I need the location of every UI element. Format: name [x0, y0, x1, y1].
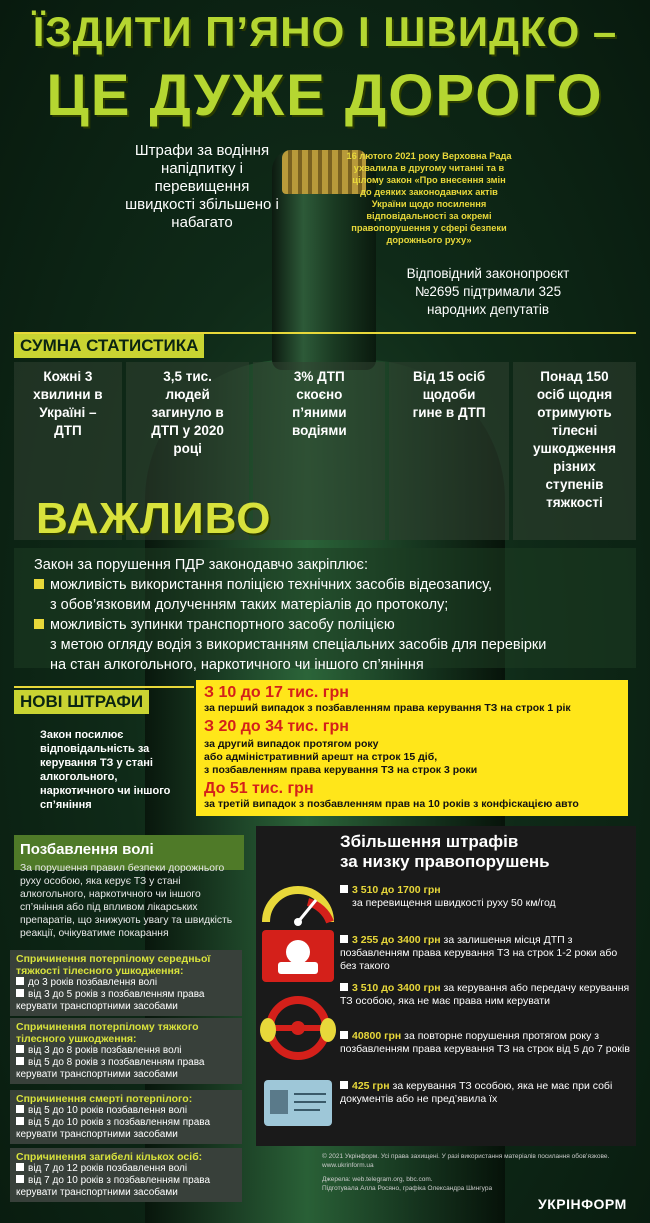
bullet-icon [34, 579, 44, 589]
increase-item: 40800 грн за повторне порушення протягом року з позбавленням права керування ТЗ на строк від 5 до 7 років [340, 1030, 630, 1055]
increase-item: 425 грн за керування ТЗ особою, яка не має при собі документів або не пред’явила їх [340, 1080, 613, 1105]
law-note: 16 лютого 2021 року Верховна Рада ухвалила в другому читанні та в цілому закон «Про внесення змін до деяких законодавчих актів України щодо посилення відповідальності за окремі правопорушення у сфері безпеки дорожнього руху» [346, 151, 512, 245]
increase-item: 3 510 до 1700 грн за перевищення швидкості руху 50 км/год [340, 884, 630, 910]
license-card-icon [262, 1078, 334, 1130]
increase-item: 3 255 до 3400 грн за залишення місця ДТП з позбавленням права керування ТЗ на строк 1-2 роки або без такого [340, 934, 618, 972]
important-bullet-2-cont: з метою огляду водія з використанням спеціальних засобів для перевірки [50, 637, 547, 653]
bullet-icon [16, 1057, 24, 1065]
bill-note: Відповідний законопроєкт №2695 підтримали 325 народних депутатів [406, 266, 570, 317]
bullet-icon [34, 619, 44, 629]
divider [14, 686, 194, 688]
deprivation-text: За порушення правил безпеки дорожнього руху особою, яка керує ТЗ у стані алкогольного, наркотичного чи іншого сп’яніння або під впливом лікарських препаратів, що знижують увагу та швидкість реакції, очікуватиме покарання [20, 863, 233, 939]
important-bullet-1: можливість використання поліцією технічних засобів відеозапису, [34, 575, 634, 595]
bullet-icon [16, 1045, 24, 1053]
important-bullet-2-cont: на стан алкогольного, наркотичного чи іншого сп’яніння [50, 657, 424, 673]
crash-icon [260, 928, 336, 984]
penalty-block-2: Спричинення потерпілому тяжкого тілесного ушкодження: від 3 до 8 років позбавлення волі від 5 до 8 років з позбавленням права керувати транспортними засобами [10, 1018, 242, 1084]
fines-intro: Закон посилює відповідальність за керування ТЗ у стані алкогольного, наркотичного чи іншого сп’яніння [40, 729, 171, 811]
ukrinform-logo: УКРІНФОРМ [538, 1196, 627, 1212]
penalty-block-4: Спричинення загибелі кількох осіб: від 7 до 12 років позбавлення волі від 7 до 10 років з позбавленням права керувати транспортними засобами [10, 1148, 242, 1202]
fine-2-desc: за другий випадок протягом року або адміністративний арешт на строк 15 діб, з позбавленням права керування ТЗ на строк 3 роки [204, 738, 478, 776]
headline-line-1: ЇЗДИТИ П’ЯНО І ШВИДКО – [32, 8, 618, 55]
important-list [34, 555, 634, 675]
headline-line-2: ЦЕ ДУЖЕ ДОРОГО [46, 63, 604, 128]
deprivation-title: Позбавлення волі [14, 835, 244, 870]
penalty-block-1: Спричинення потерпілому середньої тяжкості тілесного ушкодження: до 3 років позбавлення волі від 3 до 5 років з позбавленням права керувати транспортними засобами [10, 950, 242, 1016]
bullet-icon [16, 989, 24, 997]
important-bullet-2: можливість зупинки транспортного засобу поліцією [34, 615, 634, 635]
bullet-icon [340, 935, 348, 943]
bullet-icon [340, 1031, 348, 1039]
bullet-icon [16, 1117, 24, 1125]
bullet-icon [16, 1175, 24, 1183]
important-bullet-1-cont: з обов’язковим долученням таких матеріалів до протоколу; [50, 597, 449, 613]
stat-item: Від 15 осіб щодоби гине в ДТП [389, 362, 509, 540]
stats-title: СУМНА СТАТИСТИКА [14, 334, 204, 358]
bullet-icon [340, 885, 348, 893]
bullet-icon [340, 983, 348, 991]
bullet-icon [340, 1081, 348, 1089]
important-title: ВАЖЛИВО [36, 494, 272, 543]
stat-item: 3,5 тис. людей загинуло в ДТП у 2020 році [126, 362, 250, 540]
fine-1-desc: за перший випадок з позбавленням права керування ТЗ на строк 1 рік [204, 702, 571, 714]
fines-title: НОВІ ШТРАФИ [14, 690, 149, 714]
increase-title: Збільшення штрафів за низку правопорушень [340, 832, 550, 871]
bullet-icon [16, 977, 24, 985]
stat-item: Понад 150 осіб щодня отримують тілесні ушкодження різних ступенів тяжкості [513, 362, 636, 540]
fine-3-amount: До 51 тис. грн [204, 780, 314, 797]
steering-wheel-icon [258, 990, 338, 1066]
speedometer-icon [260, 878, 336, 926]
fines-panel [196, 680, 628, 816]
important-lead: Закон за порушення ПДР законодавчо закріплює: [34, 557, 368, 573]
bullet-icon [16, 1105, 24, 1113]
stat-item: 3% ДТП скоєно п’яними водіями [253, 362, 385, 540]
increase-item: 3 510 до 3400 грн за керування або передачу керування ТЗ особою, яка не має права ним керувати [340, 982, 630, 1007]
fine-2-amount: З 20 до 34 тис. грн [204, 718, 349, 735]
footer: © 2021 Укрінформ. Усі права захищені. У разі використання матеріалів посилання обов’язкове. www.ukrinform.ua Джерела: web.telegram.org, bbc.com. Підготувала Алла Росяно, графіка Олександра Шингура [322, 1153, 610, 1192]
fine-1-amount: З 10 до 17 тис. грн [204, 684, 349, 701]
fine-3-desc: за третій випадок з позбавленням прав на 10 років з конфіскацією авто [204, 798, 579, 810]
penalty-block-3: Спричинення смерті потерпілого: від 5 до 10 років позбавлення волі від 5 до 10 років з позбавленням права керувати транспортними засобами [10, 1090, 242, 1144]
stat-item: Кожні 3 хвилини в Україні – ДТП [14, 362, 122, 540]
intro-text: Штрафи за водіння напідпитку і перевищення швидкості збільшено і набагато [125, 142, 279, 231]
bullet-icon [16, 1163, 24, 1171]
